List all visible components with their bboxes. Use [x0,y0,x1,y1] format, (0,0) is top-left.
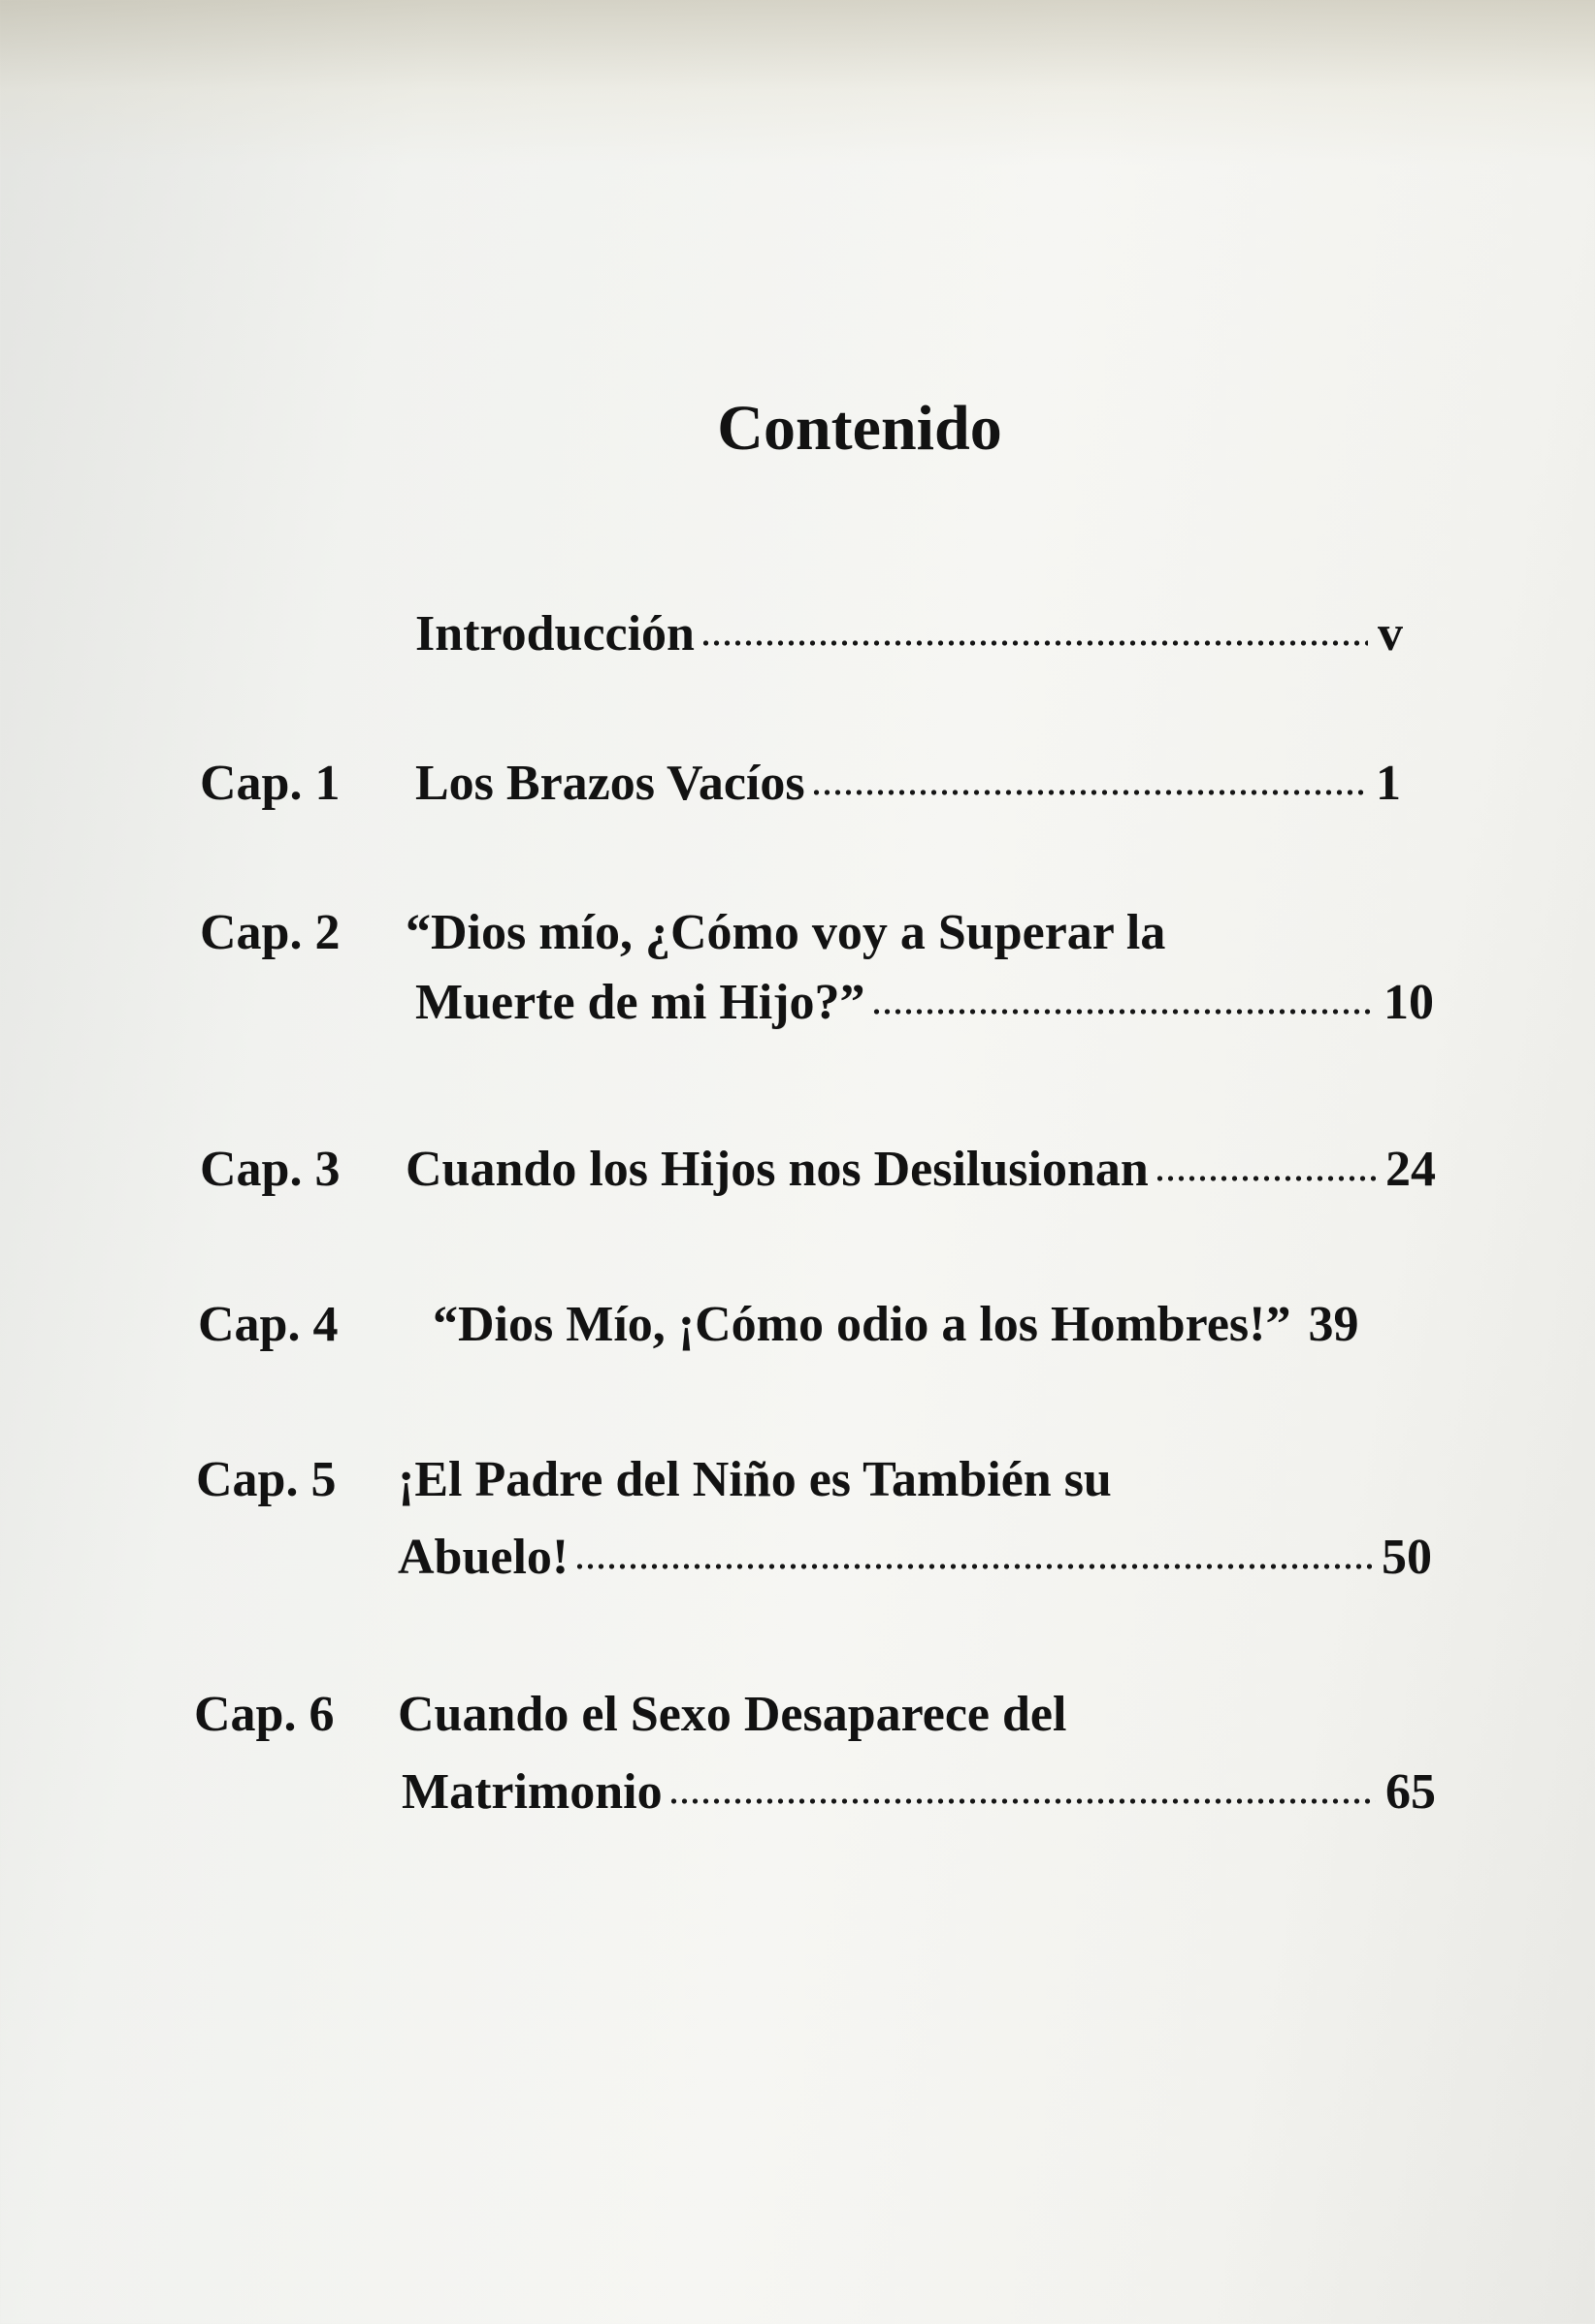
toc-entry-cap-3[interactable] [0,1131,1595,1209]
toc-entry-title: Introducción [415,606,695,662]
toc-entry-title-line-1: “Dios mío, ¿Cómo voy a Superar la [406,905,1166,960]
toc-entry-cap-1[interactable] [0,745,1595,823]
toc-entry-cap-2[interactable] [0,894,1595,1049]
toc-page-number: 10 [1383,975,1434,1030]
dot-leader [700,636,1368,650]
toc-entry-title-line-1: ¡El Padre del Niño es También su [398,1452,1112,1507]
toc-line [433,1286,1442,1364]
toc-line [415,745,1401,823]
dot-leader [668,1794,1376,1808]
toc-line [406,894,1434,972]
chapter-label: Cap. 6 [194,1687,335,1742]
toc-entry-title: “Dios Mío, ¡Cómo odio a los Hombres!” [433,1297,1291,1352]
toc-entry-cap-6[interactable] [0,1676,1595,1831]
toc-page-number: 39 [1308,1297,1359,1352]
toc-entry-title-line-2: Abuelo! [398,1530,570,1585]
toc-line [398,1441,1426,1519]
chapter-label: Cap. 3 [200,1142,341,1197]
chapter-label: Cap. 2 [200,905,341,960]
toc-entry-introduccion[interactable] [0,596,1595,673]
chapter-label: Cap. 1 [200,756,341,811]
toc-entry-cap-5[interactable] [0,1441,1595,1597]
toc-entry-title-line-2: Matrimonio [402,1764,663,1820]
chapter-label: Cap. 5 [196,1452,337,1507]
toc-entry-cap-4[interactable] [0,1286,1595,1364]
toc-line [402,1754,1436,1831]
dot-leader [871,1005,1374,1018]
toc-line [398,1519,1432,1597]
toc-line [415,596,1403,673]
toc-line [406,1131,1436,1209]
toc-entry-title-line-2: Muerte de mi Hijo?” [415,975,865,1030]
toc-page-number: 65 [1385,1764,1436,1820]
dot-leader [1155,1172,1376,1185]
dot-leader [574,1560,1372,1573]
toc-line [415,964,1434,1042]
toc-title: Contenido [717,393,1002,464]
toc-page-number: 1 [1376,756,1401,811]
toc-entry-title-line-1: Cuando el Sexo Desaparece del [398,1687,1067,1742]
toc-line [398,1676,1436,1754]
chapter-label: Cap. 4 [198,1297,339,1352]
toc-entry-title: Los Brazos Vacíos [415,756,805,811]
toc-page-number: v [1378,606,1403,662]
toc-entry-title: Cuando los Hijos nos Desilusionan [406,1142,1149,1197]
page-shadow [0,0,1595,165]
toc-page-number: 24 [1385,1142,1436,1197]
toc-page-number: 50 [1382,1530,1432,1585]
dot-leader [811,786,1366,799]
